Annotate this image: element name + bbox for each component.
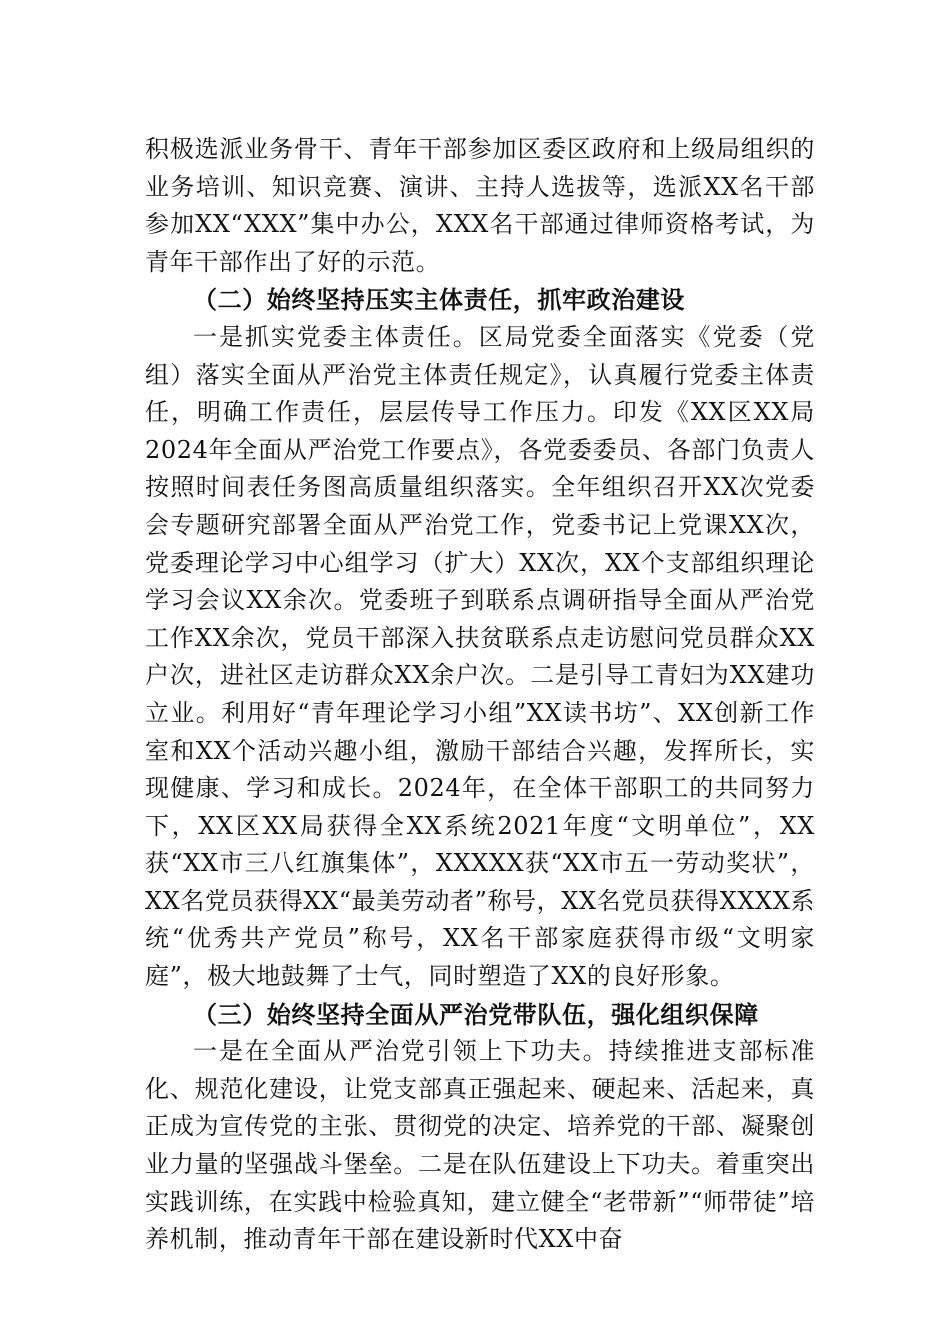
document-body bbox=[145, 131, 815, 1259]
section-heading-organization-guarantee: （三）始终坚持全面从严治党带队伍，强化组织保障 bbox=[193, 999, 759, 1029]
paragraph-team-building: 一是在全面从严治党引领上下功夫。持续推进支部标准化、规范化建设，让党支部真正强起来、硬起来、活起来，真正成为宣传党的主张、贯彻党的决定、培养党的干部、凝聚创业力量的坚强战斗堡垒。二是在队伍建设上下功夫。着重突出实践训练，在实践中检验真知，建立健全“老带新”“师带徒”培养机制，推动青年干部在建设新时代XX中奋 bbox=[145, 1037, 815, 1254]
section-heading-political-construction: （二）始终坚持压实主体责任，抓牢政治建设 bbox=[193, 285, 685, 315]
paragraph-training: 积极选派业务骨干、青年干部参加区委区政府和上级局组织的业务培训、知识竞赛、演讲、主持人选拔等，选派XX名干部参加XX“XXX”集中办公，XXX名干部通过律师资格考试，为青年干部作出了好的示范。 bbox=[145, 135, 815, 276]
paragraph-party-responsibility: 一是抓实党委主体责任。区局党委全面落实《党委（党组）落实全面从严治党主体责任规定》，认真履行党委主体责任，明确工作责任，层层传导工作压力。印发《XX区XX局2024年全面从严治党工作要点》，各党委委员、各部门负责人按照时间表任务图高质量组织落实。全年组织召开XX次党委会专题研究部署全面从严治党工作，党委书记上党课XX次，党委理论学习中心组学习（扩大）XX次，XX个支部组织理论学习会议XX余次。党委班子到联系点调研指导全面从严治党工作XX余次，党员干部深入扶贫联系点走访慰问党员群众XX户次，进社区走访群众XX余户次。二是引导工青妇为XX建功立业。利用好“青年理论学习小组”XX读书坊”、XX创新工作室和XX个活动兴趣小组，激励干部结合兴趣，发挥所长，实现健康、学习和成长。2024年，在全体干部职工的共同努力下，XX区XX局获得全XX系统2021年度“文明单位”，XX获“XX市三八红旗集体”，XXXXX获“XX市五一劳动奖状”，XX名党员获得XX“最美劳动者”称号，XX名党员获得XXXX系统“优秀共产党员”称号，XX名干部家庭获得市级“文明家庭”，极大地鼓舞了士气，同时塑造了XX的良好形象。 bbox=[145, 322, 815, 991]
